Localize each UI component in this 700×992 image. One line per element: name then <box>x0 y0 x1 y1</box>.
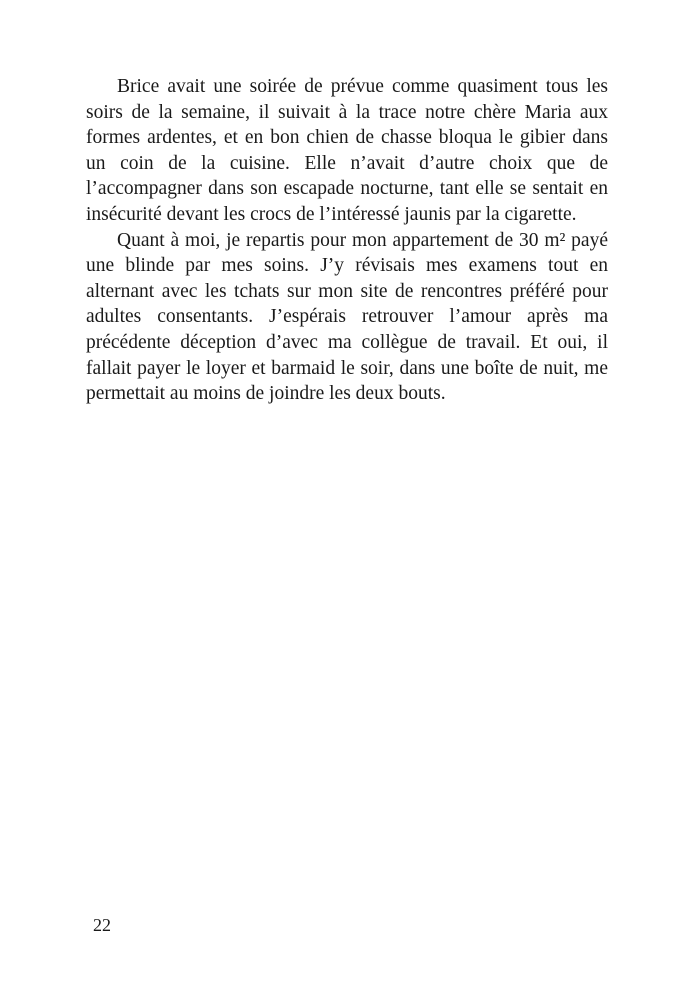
body-text <box>86 74 608 407</box>
paragraph-2: Quant à moi, je repartis pour mon appartement de 30 m² payé une blinde par mes soins. J’y révisais mes examens tout en alternant avec les tchats sur mon site de rencontres préféré pour adultes consentants. J’espérais retrouver l’amour après ma précédente déception d’avec ma collègue de travail. Et oui, il fallait payer le loyer et barmaid le soir, dans une boîte de nuit, me permettait au moins de joindre les deux bouts. <box>86 229 608 405</box>
paragraph-1: Brice avait une soirée de prévue comme quasiment tous les soirs de la semaine, il suivait à la trace notre chère Maria aux formes ardentes, et en bon chien de chasse bloqua le gibier dans un coin de la cuisine. Elle n’avait d’autre choix que de l’accompagner dans son escapade nocturne, tant elle se sentait en insécurité devant les crocs de l’intéressé jaunis par la cigarette. <box>86 76 608 225</box>
page-number: 22 <box>93 915 111 935</box>
